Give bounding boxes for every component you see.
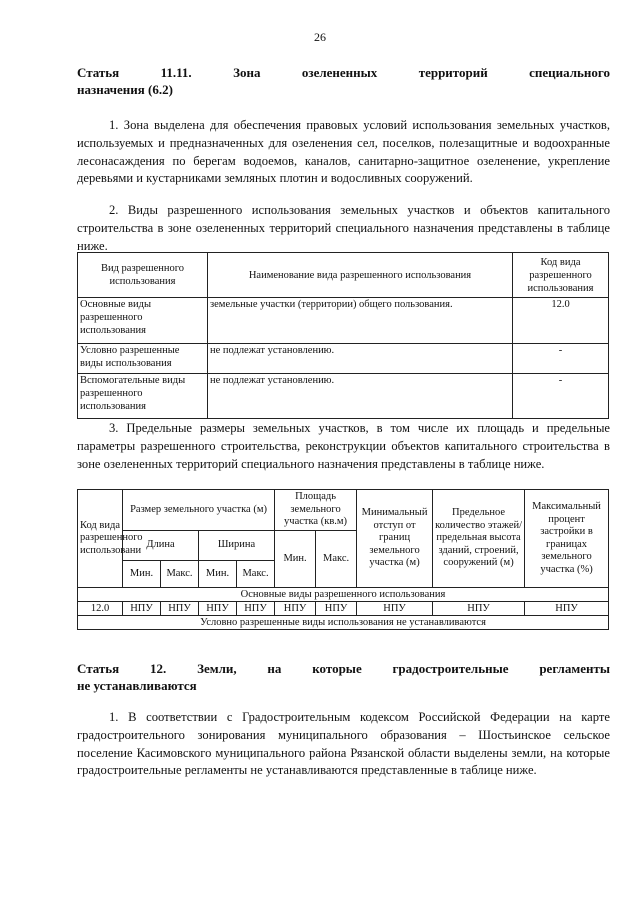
row-name: не подлежат установлению. — [208, 344, 513, 374]
para-1-text: 1. Зона выделена для обеспечения правовых условий использования земельных участков, используемых и предназначенных для озеленения сел, поселков, полезащитные и водоохранные лесонасаждения по берегам водоемов, каналов, санитарно-защитное озеленение, укрепление деревьями и кустарниками земляных плотин и водосливных сооружений. — [77, 118, 610, 186]
cell: НПУ — [199, 602, 237, 616]
table-header-row — [78, 253, 609, 298]
article-11-11-para-3 — [77, 420, 610, 473]
col-header-width: Ширина — [199, 531, 275, 561]
col-header-size: Размер земельного участка (м) — [123, 490, 275, 531]
col-header-length-max: Макс. — [161, 561, 199, 588]
limit-parameters-table — [77, 489, 609, 630]
article-11-11-para-2 — [77, 202, 610, 255]
col-header-code: Код вида разрешенного использования — [513, 253, 609, 298]
row-type: Условно разрешенные виды использования — [78, 344, 208, 374]
cell: НПУ — [237, 602, 275, 616]
cell: НПУ — [275, 602, 316, 616]
article-11-11-para-1 — [77, 117, 610, 188]
table-row — [78, 344, 609, 374]
row-type: Вспомогательные виды разрешенного использования — [78, 374, 208, 419]
table-row — [78, 602, 609, 616]
col-header-floors: Предельное количество этажей/ предельная высота зданий, строений, сооружений (м) — [433, 490, 525, 588]
section-conditional-label: Условно разрешенные виды использования не устанавливаются — [78, 616, 609, 630]
section-row — [78, 588, 609, 602]
row-code: - — [513, 374, 609, 419]
article-11-11-title-cont: назначения (6.2) — [77, 82, 173, 97]
col-header-width-max: Макс. — [237, 561, 275, 588]
article-12-title: Статья 12. Земли, на которые градостроительные регламенты — [77, 661, 610, 676]
col-header-area-min: Мин. — [275, 531, 316, 588]
col-header-area-max: Макс. — [316, 531, 357, 588]
cell: НПУ — [123, 602, 161, 616]
col-header-type: Вид разрешенного использования — [78, 253, 208, 298]
row-type: Основные виды разрешенного использования — [78, 298, 208, 344]
article-12-para-1 — [77, 709, 610, 780]
cell: НПУ — [357, 602, 433, 616]
section-main-label: Основные виды разрешенного использования — [78, 588, 609, 602]
row-code: - — [513, 344, 609, 374]
permitted-use-table — [77, 252, 609, 419]
row-name: земельные участки (территории) общего пользования. — [208, 298, 513, 344]
cell: НПУ — [525, 602, 609, 616]
col-header-percent: Максимальный процент застройки в границах земельного участка (%) — [525, 490, 609, 588]
col-header-name: Наименование вида разрешенного использования — [208, 253, 513, 298]
article-11-11-title: Статья 11.11. Зона озелененных территорий специального — [77, 65, 610, 80]
article-12-title-cont: не устанавливаются — [77, 678, 197, 693]
table-header-row — [78, 490, 609, 531]
table-row — [78, 298, 609, 344]
cell-code: 12.0 — [78, 602, 123, 616]
section-row — [78, 616, 609, 630]
cell: НПУ — [316, 602, 357, 616]
para-2-text: 2. Виды разрешенного использования земельных участков и объектов капитального строительства в зоне озелененных территорий специального назначения представлены в таблице ниже. — [77, 203, 610, 253]
col-header-setback: Минимальный отступ от границ земельного участка (м) — [357, 490, 433, 588]
col-header-code: Код вида разрешенного использовани — [78, 490, 123, 588]
para-3-text: 3. Предельные размеры земельных участков, в том числе их площадь и предельные параметры разрешенного строительства, реконструкции объектов капитального строительства в зоне озелененных территорий специального назначения представлены в таблице ниже. — [77, 421, 610, 471]
cell: НПУ — [433, 602, 525, 616]
row-name: не подлежат установлению. — [208, 374, 513, 419]
article-12-para-1-text: 1. В соответствии с Градостроительным кодексом Российской Федерации на карте градостроительного зонирования муниципального образования – Шостьинское сельское поселение Касимовского муниципального района Рязанской области выделены земли, на которые градостроительные регламенты не устанавливаются представленные в таблице ниже. — [77, 710, 610, 778]
col-header-area: Площадь земельного участка (кв.м) — [275, 490, 357, 531]
cell: НПУ — [161, 602, 199, 616]
col-header-length-min: Мин. — [123, 561, 161, 588]
row-code: 12.0 — [513, 298, 609, 344]
table-row — [78, 374, 609, 419]
page-number: 26 — [314, 30, 326, 44]
col-header-length: Длина — [123, 531, 199, 561]
col-header-width-min: Мин. — [199, 561, 237, 588]
